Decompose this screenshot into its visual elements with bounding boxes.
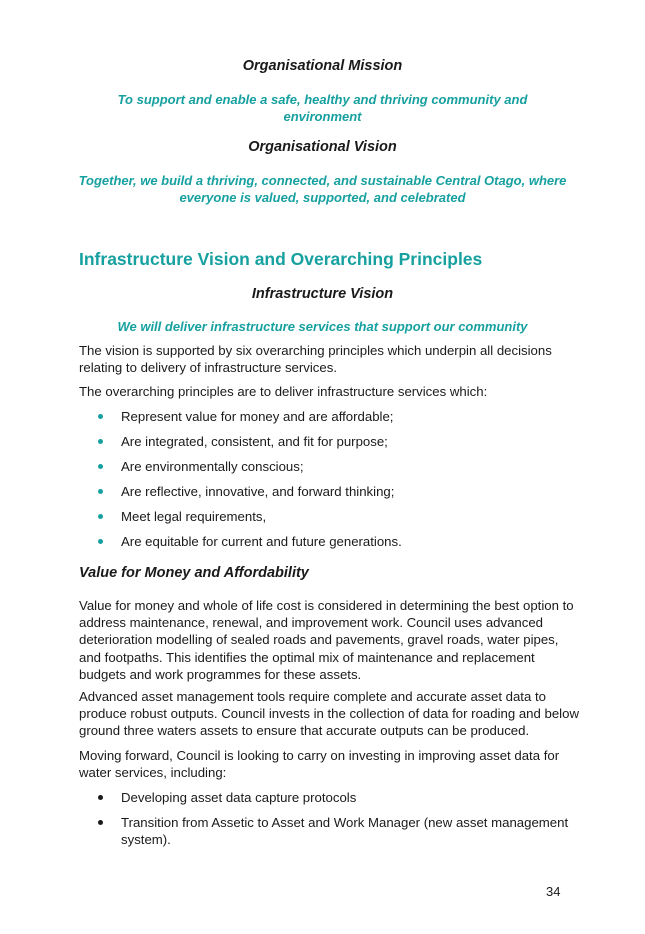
vfm-paragraph-3: Moving forward, Council is looking to carry on investing in improving asset data for water services, including: [79,748,560,781]
mission-heading: Organisational Mission [242,58,403,74]
asset-data-list [98,789,578,848]
principle-text: Meet legal requirements, [121,509,267,524]
list-item [98,483,578,500]
bullet-icon [98,439,103,444]
bullet-icon [98,464,103,469]
principle-text: Are equitable for current and future generations. [121,534,402,549]
bullet-icon [98,820,103,825]
page-number: 34 [546,884,561,899]
list-item [98,508,578,525]
vfm-paragraph-1: Value for money and whole of life cost is considered in determining the best option to address maintenance, renewal, and improvement work. Council uses advanced deterioration modelling of sealed roads and pavements, gravel roads, water pipes, and footpaths. This identifies the optimal mix of maintenance and replacement budgets and work programmes for these assets. [79,598,574,682]
list-item [98,408,578,425]
bullet-icon [98,539,103,544]
infrastructure-vision-text: We will deliver infrastructure services that support our community [117,319,528,334]
item-text: Developing asset data capture protocols [121,790,357,805]
principle-text: Are reflective, innovative, and forward thinking; [121,484,395,499]
section-title: Infrastructure Vision and Overarching Principles [79,249,483,269]
vfm-paragraph-2: Advanced asset management tools require complete and accurate asset data to produce robust outputs. Council invests in the collection of data for roading and below ground three waters assets to ensure that accurate outputs can be produced. [79,689,579,739]
list-item [98,458,578,475]
vision-heading: Organisational Vision [248,139,397,155]
principles-list [98,408,578,550]
intro-paragraph-2: The overarching principles are to deliver infrastructure services which: [79,384,488,399]
intro-paragraph-1: The vision is supported by six overarching principles which underpin all decisions relating to delivery of infrastructure services. [79,343,552,376]
mission-text: To support and enable a safe, healthy and thriving community and environment [117,92,528,124]
principle-text: Represent value for money and are affordable; [121,409,394,424]
bullet-icon [98,514,103,519]
list-item [98,533,578,550]
list-item [98,789,578,806]
bullet-icon [98,489,103,494]
value-for-money-title: Value for Money and Affordability [79,565,309,581]
vision-text: Together, we build a thriving, connected, and sustainable Central Otago, where everyone is valued, supported, and celebrated [78,173,567,205]
bullet-icon [98,795,103,800]
list-item [98,814,578,848]
item-text: Transition from Assetic to Asset and Work Manager (new asset management system). [121,815,569,847]
bullet-icon [98,414,103,419]
list-item [98,433,578,450]
principle-text: Are environmentally conscious; [121,459,304,474]
infrastructure-vision-heading: Infrastructure Vision [251,286,394,302]
principle-text: Are integrated, consistent, and fit for purpose; [121,434,388,449]
